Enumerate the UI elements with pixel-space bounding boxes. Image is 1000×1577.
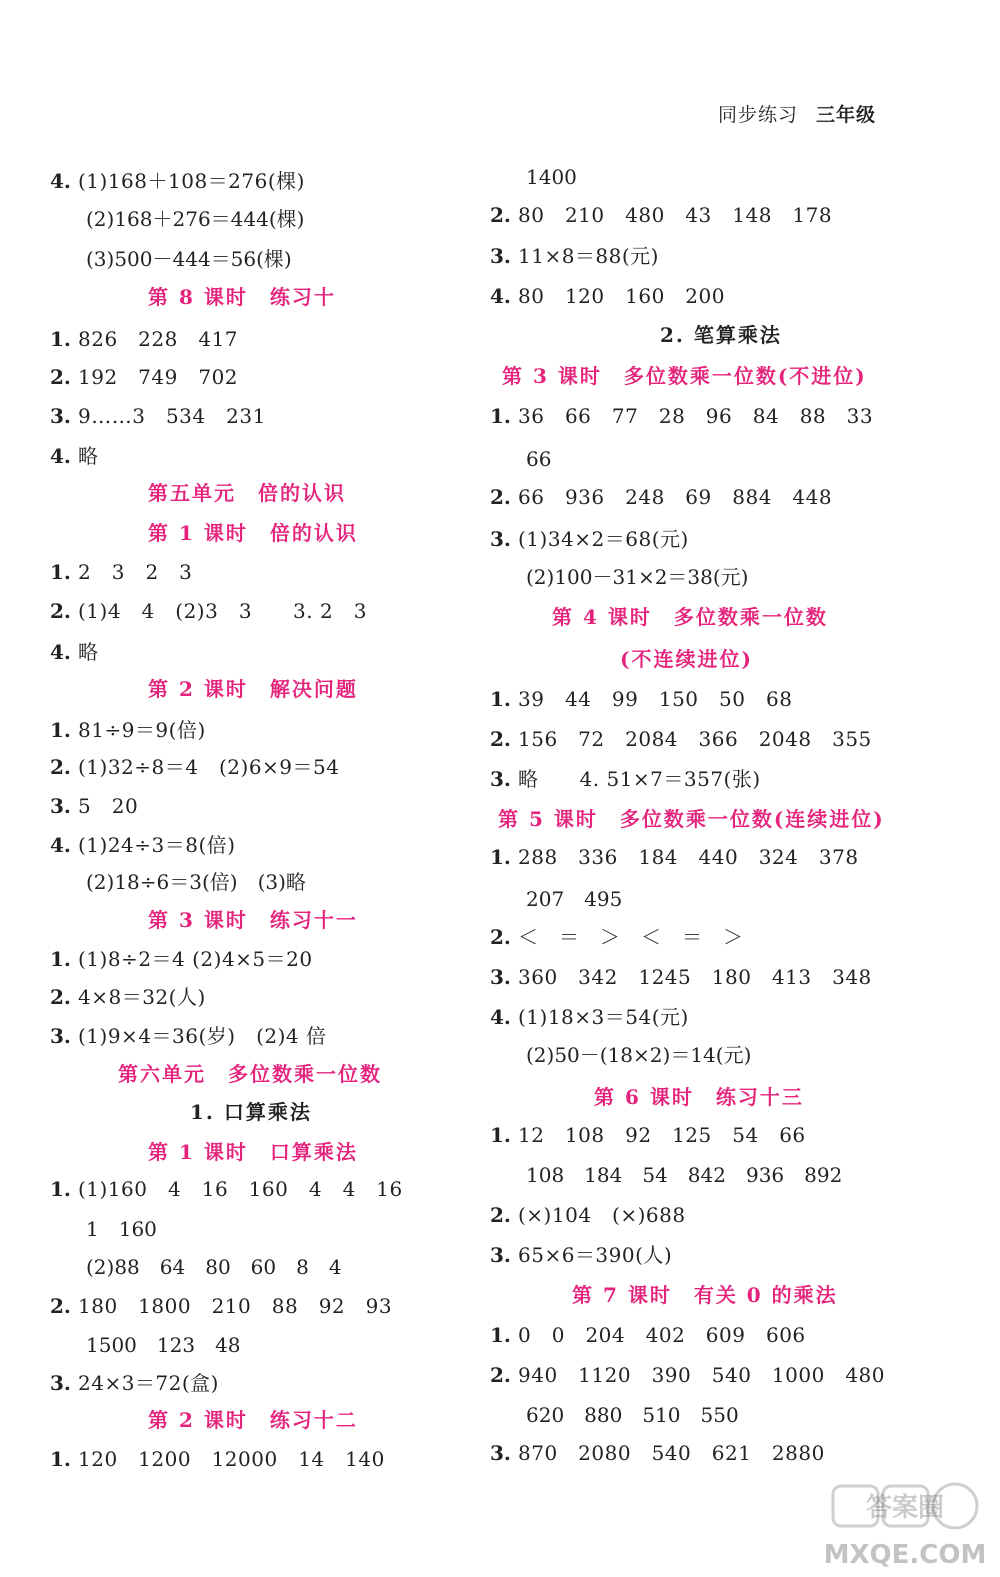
item-text: 略 xyxy=(78,444,99,468)
item-text: ＜ ＝ ＞ ＜ ＝ ＞ xyxy=(518,925,744,949)
item-text: 11×8＝88(元) xyxy=(518,244,659,268)
item-number: 3. xyxy=(50,1371,71,1395)
answer-item xyxy=(50,1364,219,1402)
item-number: 3. xyxy=(50,794,71,818)
item-number: 4. xyxy=(490,284,511,308)
section-heading: 第 2 课时 解决问题 xyxy=(148,677,358,701)
item-number: 3. xyxy=(50,404,71,428)
item-text: 2 3 2 3 xyxy=(78,560,193,584)
item-text: 81÷9＝9(倍) xyxy=(78,718,206,742)
answer-continuation: (2)168＋276＝444(棵) xyxy=(86,207,305,231)
item-number: 4. xyxy=(50,169,71,193)
answer-item xyxy=(490,196,832,234)
item-number: 4. xyxy=(50,444,71,468)
item-text: 24×3＝72(盒) xyxy=(78,1371,219,1395)
item-text: 4×8＝32(人) xyxy=(78,985,206,1009)
item-text: (1)8÷2＝4 (2)4×5＝20 xyxy=(78,947,313,971)
item-number: 2. xyxy=(490,485,511,509)
section-heading: (不连续进位) xyxy=(620,647,753,671)
answer-item xyxy=(490,397,873,435)
item-number: 2. xyxy=(490,1363,511,1387)
item-number: 2. xyxy=(490,925,511,949)
answer-continuation: 66 xyxy=(526,447,552,471)
section-heading: 第 6 课时 练习十三 xyxy=(594,1085,804,1109)
item-text: 9……3 534 231 xyxy=(78,404,266,428)
section-heading: 第 3 课时 多位数乘一位数(不进位) xyxy=(502,364,867,388)
answer-continuation: 1 160 xyxy=(86,1217,157,1241)
answer-item xyxy=(50,978,206,1016)
answer-item xyxy=(50,748,339,786)
item-number: 3. xyxy=(50,1024,71,1048)
answer-item xyxy=(490,520,689,558)
item-number: 1. xyxy=(490,1323,511,1347)
item-number: 2. xyxy=(50,1294,71,1318)
item-text: 192 749 702 xyxy=(78,365,239,389)
item-text: 略 4. 51×7＝357(张) xyxy=(518,767,761,791)
item-text: 略 xyxy=(78,640,99,664)
item-number: 1. xyxy=(50,1177,71,1201)
section-heading: 第 5 课时 多位数乘一位数(连续进位) xyxy=(498,807,885,831)
item-text: 870 2080 540 621 2880 xyxy=(518,1441,825,1465)
item-text: (1)160 4 16 160 4 4 16 xyxy=(78,1177,403,1201)
item-number: 1. xyxy=(490,687,511,711)
item-text: 156 72 2084 366 2048 355 xyxy=(518,727,872,751)
item-text: 940 1120 390 540 1000 480 xyxy=(518,1363,885,1387)
watermark-logo xyxy=(815,1478,995,1573)
section-heading: 第 2 课时 练习十二 xyxy=(148,1408,358,1432)
answer-item xyxy=(490,680,792,718)
item-number: 2. xyxy=(490,203,511,227)
answer-item xyxy=(490,1236,672,1274)
answer-item xyxy=(50,320,238,358)
item-text: 0 0 204 402 609 606 xyxy=(518,1323,806,1347)
item-text: (1)168＋108＝276(棵) xyxy=(78,169,305,193)
answer-item xyxy=(50,162,305,200)
answer-continuation: (2)100－31×2＝38(元) xyxy=(526,565,749,589)
answer-continuation: 620 880 510 550 xyxy=(526,1403,739,1427)
header-grade: 三年级 xyxy=(816,104,877,126)
answer-item xyxy=(50,1017,327,1055)
item-text: (1)18×3＝54(元) xyxy=(518,1005,689,1029)
item-number: 1. xyxy=(50,1447,71,1471)
item-number: 1. xyxy=(50,560,71,584)
answer-continuation: (2)50－(18×2)＝14(元) xyxy=(526,1043,752,1067)
answer-item xyxy=(490,1434,825,1472)
item-number: 2. xyxy=(50,755,71,779)
answer-item xyxy=(490,237,659,275)
subsection-heading: 1. 口算乘法 xyxy=(190,1100,312,1124)
item-text: 66 936 248 69 884 448 xyxy=(518,485,833,509)
section-heading: 第 1 课时 倍的认识 xyxy=(148,521,358,545)
item-number: 1. xyxy=(50,327,71,351)
item-number: 2. xyxy=(490,1203,511,1227)
item-text: 120 1200 12000 14 140 xyxy=(78,1447,385,1471)
answer-continuation: 1500 123 48 xyxy=(86,1333,241,1357)
section-heading: 第六单元 多位数乘一位数 xyxy=(118,1062,382,1086)
item-text: 288 336 184 440 324 378 xyxy=(518,845,859,869)
section-heading: 第 3 课时 练习十一 xyxy=(148,908,358,932)
item-text: 36 66 77 28 96 84 88 33 xyxy=(518,404,874,428)
item-number: 3. xyxy=(490,767,511,791)
item-number: 1. xyxy=(50,947,71,971)
answer-item xyxy=(490,760,761,798)
item-number: 1. xyxy=(490,1123,511,1147)
item-text: (1)32÷8＝4 (2)6×9＝54 xyxy=(78,755,340,779)
item-number: 3. xyxy=(490,1243,511,1267)
subsection-heading: 2. 笔算乘法 xyxy=(660,323,782,347)
item-text: 180 1800 210 88 92 93 xyxy=(78,1294,393,1318)
answer-item xyxy=(490,1356,885,1394)
answer-continuation: 207 495 xyxy=(526,887,623,911)
section-heading: 第 8 课时 练习十 xyxy=(148,285,336,309)
answer-continuation: 1400 xyxy=(526,165,577,189)
answer-item xyxy=(50,940,313,978)
answer-item xyxy=(50,1287,392,1325)
item-number: 1. xyxy=(50,718,71,742)
item-text: (×)104 (×)688 xyxy=(518,1203,686,1227)
item-text: (1)24÷3＝8(倍) xyxy=(78,833,236,857)
answer-item xyxy=(490,1316,806,1354)
answer-item xyxy=(50,1440,385,1478)
item-text: 80 210 480 43 148 178 xyxy=(518,203,833,227)
answer-item xyxy=(50,553,192,591)
item-text: 80 120 160 200 xyxy=(518,284,725,308)
answer-item xyxy=(50,711,206,749)
answer-item xyxy=(50,826,236,864)
item-number: 1. xyxy=(490,404,511,428)
header-title: 同步练习 xyxy=(718,104,799,126)
answer-item xyxy=(50,358,238,396)
item-text: (1)9×4＝36(岁) (2)4 倍 xyxy=(78,1024,327,1048)
answer-item xyxy=(50,633,99,671)
section-heading: 第 7 课时 有关 0 的乘法 xyxy=(572,1283,838,1307)
answer-continuation: (2)88 64 80 60 8 4 xyxy=(86,1255,342,1279)
item-number: 2. xyxy=(490,727,511,751)
item-number: 2. xyxy=(50,599,71,623)
item-text: 360 342 1245 180 413 348 xyxy=(518,965,872,989)
answer-item xyxy=(50,592,367,630)
answer-item xyxy=(490,720,872,758)
answer-continuation: (3)500－444＝56(棵) xyxy=(86,247,292,271)
item-text: (1)34×2＝68(元) xyxy=(518,527,689,551)
item-number: 1. xyxy=(490,845,511,869)
item-number: 3. xyxy=(490,965,511,989)
answer-item xyxy=(490,478,832,516)
item-number: 3. xyxy=(490,527,511,551)
answer-item xyxy=(50,437,99,475)
item-text: 12 108 92 125 54 66 xyxy=(518,1123,806,1147)
answer-item xyxy=(50,1170,403,1208)
answer-item xyxy=(490,918,744,956)
answer-item xyxy=(50,397,266,435)
item-number: 2. xyxy=(50,365,71,389)
answer-continuation: 108 184 54 842 936 892 xyxy=(526,1163,843,1187)
section-heading: 第 1 课时 口算乘法 xyxy=(148,1140,358,1164)
item-number: 3. xyxy=(490,244,511,268)
answer-item xyxy=(490,1196,686,1234)
item-number: 4. xyxy=(50,640,71,664)
watermark-text: MXQE.COM xyxy=(823,1540,987,1570)
answer-item xyxy=(490,998,689,1036)
section-heading: 第 4 课时 多位数乘一位数 xyxy=(552,605,828,629)
answer-item xyxy=(490,1116,806,1154)
item-text: (1)4 4 (2)3 3 3. 2 3 xyxy=(78,599,367,623)
answer-item xyxy=(490,838,859,876)
answer-item xyxy=(490,958,872,996)
item-text: 826 228 417 xyxy=(78,327,239,351)
item-text: 65×6＝390(人) xyxy=(518,1243,673,1267)
section-heading: 第五单元 倍的认识 xyxy=(148,481,346,505)
item-number: 2. xyxy=(50,985,71,1009)
answer-item xyxy=(50,787,138,825)
answer-continuation: (2)18÷6＝3(倍) (3)略 xyxy=(86,870,306,894)
item-number: 4. xyxy=(50,833,71,857)
page-header xyxy=(718,100,876,127)
item-number: 4. xyxy=(490,1005,511,1029)
item-text: 5 20 xyxy=(78,794,139,818)
item-number: 3. xyxy=(490,1441,511,1465)
item-text: 39 44 99 150 50 68 xyxy=(518,687,793,711)
answer-item xyxy=(490,277,725,315)
watermark-label: 答案圈 xyxy=(865,1493,945,1523)
